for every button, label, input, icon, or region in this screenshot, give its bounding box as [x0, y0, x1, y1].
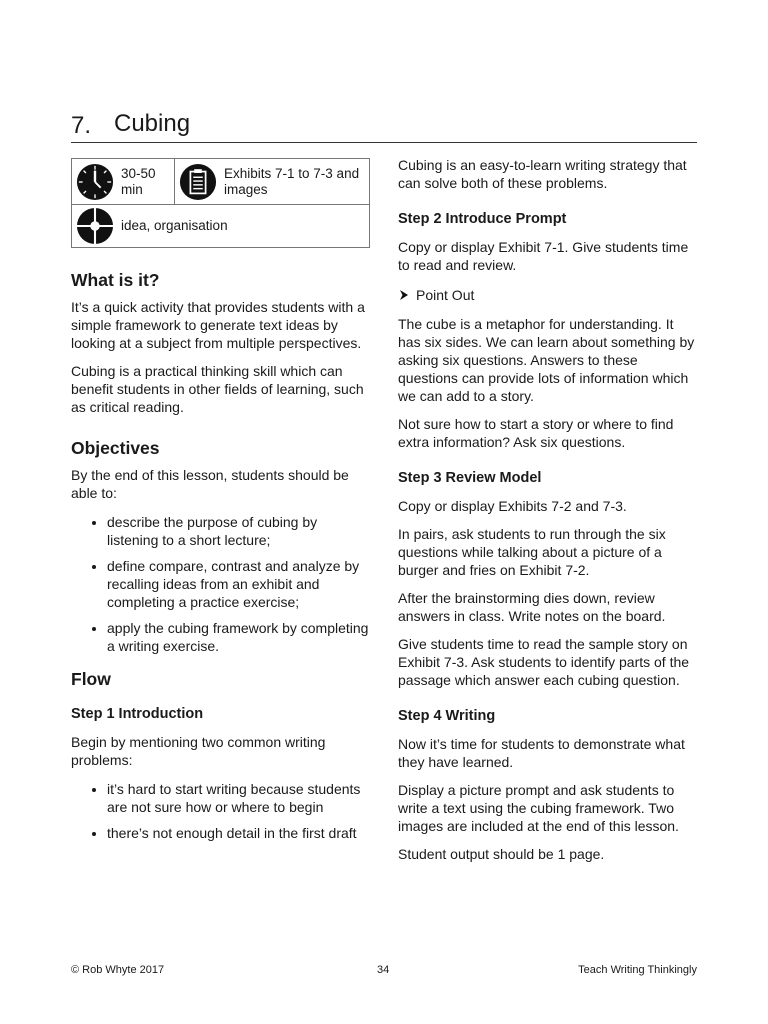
- what-paragraph-2: Cubing is a practical thinking skill which can benefit students in other fields of learning, such as critical reading.: [71, 363, 364, 415]
- step4-paragraph-1: Now it’s time for students to demonstrate what they have learned.: [398, 736, 685, 770]
- step4-paragraph-2: Display a picture prompt and ask students to write a text using the cubing framework. Two images are included at the end of this lesson.: [398, 782, 679, 834]
- chapter-number: 7.: [71, 112, 92, 139]
- materials-label: Exhibits 7-1 to 7-3 and images: [224, 165, 360, 197]
- point-out: [398, 287, 698, 303]
- step2-paragraph: Copy or display Exhibit 7-1. Give students time to read and review.: [398, 239, 689, 273]
- step3-heading: Step 3 Review Model: [398, 470, 542, 486]
- footer-copyright: © Rob Whyte 2017: [71, 964, 165, 976]
- chapter-title-text: Cubing: [114, 110, 191, 137]
- step1-paragraph: Begin by mentioning two common writing problems:: [71, 734, 326, 768]
- step4-heading: Step 4 Writing: [398, 708, 496, 724]
- document-icon: [179, 163, 217, 201]
- objectives-list: [71, 513, 371, 655]
- lesson-info-box: [71, 158, 370, 248]
- point-paragraph-1: The cube is a metaphor for understanding. It has six sides. We can learn about something by asking six questions. Answers to these questions can provide lots of information which we can add to a story.: [398, 316, 695, 404]
- objectives-heading: Objectives: [71, 438, 160, 458]
- clock-icon: [76, 163, 114, 201]
- objectives-intro: By the end of this lesson, students should be able to:: [71, 467, 349, 501]
- focus-label: idea, organisation: [121, 218, 228, 233]
- point-out-label: Point Out: [416, 287, 475, 303]
- step4-paragraph-3: Student output should be 1 page.: [398, 846, 605, 862]
- list-item: • it’s hard to start writing because students are not sure how or where to begin: [107, 780, 371, 816]
- footer-book-title: Teach Writing Thinkingly: [578, 964, 697, 976]
- time-cell: [72, 159, 175, 204]
- list-item: • describe the purpose of cubing by listening to a short lecture;: [107, 513, 371, 549]
- left-column: [71, 158, 371, 850]
- step3-paragraph-2: In pairs, ask students to run through the six questions while talking about a picture of a burger and fries on Exhibit 7-2.: [398, 526, 666, 578]
- arrow-right-icon: [398, 289, 410, 301]
- step1-heading: Step 1 Introduction: [71, 706, 204, 722]
- step1-list: [71, 780, 371, 842]
- time-label: 30-50 min: [121, 165, 156, 197]
- step3-paragraph-1: Copy or display Exhibits 7-2 and 7-3.: [398, 498, 627, 514]
- chapter-title: [71, 108, 697, 143]
- what-paragraph-1: It’s a quick activity that provides students with a simple framework to generate text ideas by looking at a subject from multiple perspectives.: [71, 299, 365, 351]
- what-heading: What is it?: [71, 270, 160, 290]
- point-paragraph-2: Not sure how to start a story or where to find extra information? Ask six questions.: [398, 416, 674, 450]
- right-column: [398, 156, 698, 863]
- list-item: • there’s not enough detail in the first draft: [107, 824, 371, 842]
- step3-paragraph-4: Give students time to read the sample story on Exhibit 7-3. Ask students to identify parts of the passage which answer each cubing question.: [398, 636, 690, 688]
- step3-paragraph-3: After the brainstorming dies down, review answers in class. Write notes on the board.: [398, 590, 666, 624]
- focus-cell: [72, 205, 369, 247]
- intro-paragraph: Cubing is an easy-to-learn writing strategy that can solve both of these problems.: [398, 157, 687, 191]
- footer-page-number: 34: [377, 964, 390, 976]
- list-item: • apply the cubing framework by completing a writing exercise.: [107, 619, 371, 655]
- target-icon: [76, 207, 114, 245]
- step2-heading: Step 2 Introduce Prompt: [398, 211, 567, 227]
- list-item: • define compare, contrast and analyze by recalling ideas from an exhibit and completing a practice exercise;: [107, 557, 371, 611]
- flow-heading: Flow: [71, 669, 111, 689]
- materials-cell: [175, 159, 369, 204]
